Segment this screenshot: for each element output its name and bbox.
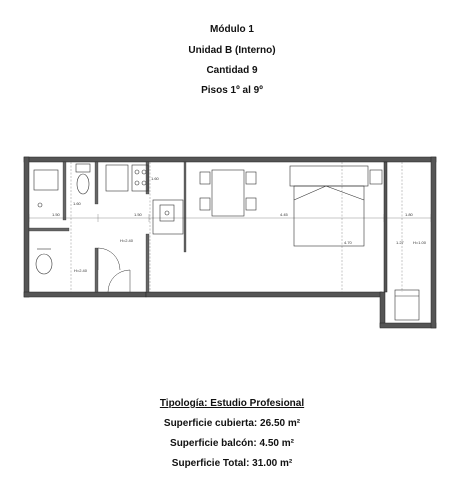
dim-bath-depth: 1.60 [73, 201, 81, 206]
balcony [395, 290, 419, 320]
dim-living-depth: 4.70 [344, 240, 352, 245]
bed-headboard [290, 166, 368, 186]
sink [160, 205, 174, 221]
covered-area: Superficie cubierta: 26.50 m² [163, 418, 301, 429]
dim-balcony-width: 1.80 [405, 212, 413, 217]
shower-drain-icon [38, 203, 42, 207]
interior-walls [29, 162, 186, 292]
dining-set [200, 170, 256, 216]
dim-balcony-depth: 1.27 [396, 240, 404, 245]
cooktop [132, 165, 148, 191]
dim-balcony-height: H=1.00 [413, 240, 427, 245]
dimension-labels [52, 176, 427, 273]
entry-door-arc [108, 270, 130, 292]
total-area: Superficie Total: 31.00 m² [171, 458, 293, 469]
fridge [106, 165, 128, 191]
bed [290, 166, 382, 246]
dining-chair [246, 198, 256, 210]
dim-bath-width: 1.50 [52, 212, 60, 217]
toilet-tank [76, 164, 90, 172]
quantity-label: Cantidad 9 [206, 65, 258, 76]
bed-mattress [294, 186, 364, 246]
shower-tray [34, 170, 58, 190]
dining-chair [200, 198, 210, 210]
floors-label: Pisos 1º al 9º [201, 85, 263, 96]
dim-bath-height: H=2.40 [74, 268, 88, 273]
kitchen-fixtures [106, 165, 183, 234]
toilet-bowl [77, 174, 89, 194]
dimension-lines [29, 162, 431, 292]
dim-kitchen-height: H=2.40 [120, 238, 134, 243]
dim-kitchen-width: 1.50 [134, 212, 142, 217]
bathroom-fixtures [34, 164, 90, 274]
doors [98, 248, 130, 292]
exterior-walls [24, 157, 436, 328]
washbasin [36, 254, 52, 274]
dining-chair [246, 172, 256, 184]
dining-chair [200, 172, 210, 184]
nightstand [370, 170, 382, 184]
unit-title: Unidad B (Interno) [188, 45, 276, 56]
typology-label: Tipología: Estudio Profesional [159, 398, 305, 409]
bath-door-arc [98, 248, 120, 270]
dim-kitchen-depth: 1.60 [151, 176, 159, 181]
module-title: Módulo 1 [210, 24, 254, 35]
balcony-area: Superficie balcón: 4.50 m² [170, 438, 294, 449]
balcony-chair [395, 290, 419, 320]
dining-table [212, 170, 244, 216]
dim-living-width: 4.45 [280, 212, 288, 217]
